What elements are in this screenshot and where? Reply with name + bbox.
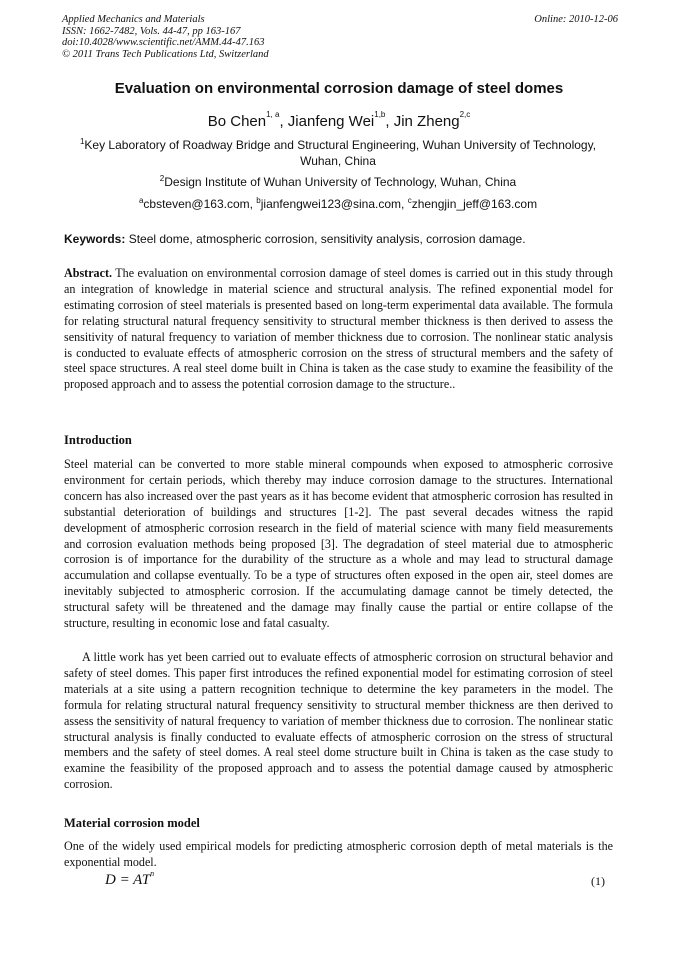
equation-expression: D = AT — [105, 872, 151, 888]
author-name: Jin Zheng — [393, 113, 460, 130]
author-affiliation-mark: 2,c — [459, 110, 471, 119]
equation-exponent: n — [150, 869, 155, 878]
equation-1 — [105, 869, 155, 889]
equation-number: (1) — [591, 874, 605, 888]
journal-name: Applied Mechanics and Materials — [62, 14, 205, 25]
affiliation-mark: 2 — [159, 174, 165, 183]
abstract — [64, 266, 613, 393]
abstract-text: The evaluation on environmental corrosion damage of steel domes is carried out in this study through an integration of knowledge in material science and structural analysis. The refined exponential model for estimating corrosion of steel materials is presented based on long-term experimental data available. The formula for relating structural natural frequency sensitivity to structural member thickness is then derived to assess the sensitivity of natural frequency to variation of member thickness due to corrosion. The nonlinear static analysis is conducted to evaluate effects of atmospheric corrosion on the stress of structural members and the safety of steel space structures. A real steel dome built in China is taken as the case study to examine the feasibility of the proposed approach and to assess the potential corrosion damage to the structure.. — [64, 266, 613, 392]
author-affiliation-mark: 1, a — [266, 110, 280, 119]
material-paragraph-1: One of the widely used empirical models for predicting atmospheric corrosion depth of metal materials is the exponential model. — [64, 839, 613, 869]
affiliation-mark: 1 — [79, 137, 85, 146]
email-mark: c — [407, 196, 412, 205]
copyright-line: © 2011 Trans Tech Publications Ltd, Switzerland — [62, 48, 269, 60]
author-separator: , — [279, 113, 288, 130]
keywords — [64, 232, 612, 246]
email-line — [64, 196, 612, 212]
section-heading-material: Material corrosion model — [64, 816, 200, 830]
doi-line: doi:10.4028/www.scientific.net/AMM.44-47.163 — [62, 37, 265, 48]
online-date: Online: 2010-12-06 — [534, 14, 618, 25]
introduction-paragraph-1: Steel material can be converted to more stable mineral compounds when exposed to atmospheric corrosive environment for certain periods, which thereby may induce corrosion damage to the structures. International concern has also increased over the past years as it has become evident that atmospheric corrosion has resulted in substantial deterioration of buildings and structures [1-2]. The past several decades witness the rapid development of atmospheric corrosion research in the field of material science with many field measurements and corrosion evaluation methods being proposed [3]. The degradation of steel material due to atmospheric corrosion is of importance for the durability of the structure as a whole and may lead to structural damage accumulation and collapse eventually. To be a type of structures often exposed in the open air, steel domes are inevitably subjected to atmospheric corrosion. If the accumulating damage cannot be timely detected, the structural safety will be threatened and the damage may finally cause the partial or entire collapse of the structure, resulting in economic lose and fatal casualty. — [64, 457, 613, 631]
email-mark: a — [138, 196, 144, 205]
keywords-text: Steel dome, atmospheric corrosion, sensitivity analysis, corrosion damage. — [125, 232, 526, 246]
affiliation-text: Key Laboratory of Roadway Bridge and Structural Engineering, Wuhan University of Technology, Wuhan, China — [84, 138, 597, 168]
author-name: Jianfeng Wei — [287, 113, 375, 130]
email-address: jianfengwei123@sina.com, — [260, 197, 408, 211]
introduction-paragraph-2: A little work has yet been carried out to evaluate effects of atmospheric corrosion on structural behavior and safety of steel domes. This paper first introduces the refined exponential model for estimating corrosion of steel materials at a site using a pattern recognition technique to determine the key parameters in the model. The formula for relating structural natural frequency sensitivity to structural member thickness are then derived to assess the sensitivity of natural frequency to variation of member thickness due to corrosion. The nonlinear static structural analysis is finally conducted to evaluate effects of atmospheric corrosion on the stress of structural members and the safety of steel domes. A real steel dome structure built in China is taken as the case study to examine the feasibility of the proposed approach and to assess the potential damage caused by atmospheric corrosion. — [64, 650, 613, 792]
affiliation-text: Design Institute of Wuhan University of Technology, Wuhan, China — [164, 175, 517, 189]
section-heading-introduction: Introduction — [64, 433, 132, 447]
abstract-label: Abstract. — [64, 266, 113, 280]
issn-line: ISSN: 1662-7482, Vols. 44-47, pp 163-167 — [62, 25, 241, 37]
paper-title: Evaluation on environmental corrosion damage of steel domes — [114, 80, 564, 97]
author-affiliation-mark: 1,b — [374, 110, 386, 119]
email-mark: b — [256, 196, 261, 205]
keywords-label: Keywords: — [64, 232, 126, 246]
author-name: Bo Chen — [207, 113, 267, 130]
email-address: zhengjin_jeff@163.com — [411, 197, 538, 211]
author-separator: , — [385, 113, 394, 130]
affiliation-1 — [64, 137, 612, 169]
journal-header — [62, 14, 618, 60]
email-address: cbsteven@163.com, — [143, 197, 257, 211]
affiliation-2 — [64, 174, 612, 190]
author-line — [0, 110, 678, 130]
